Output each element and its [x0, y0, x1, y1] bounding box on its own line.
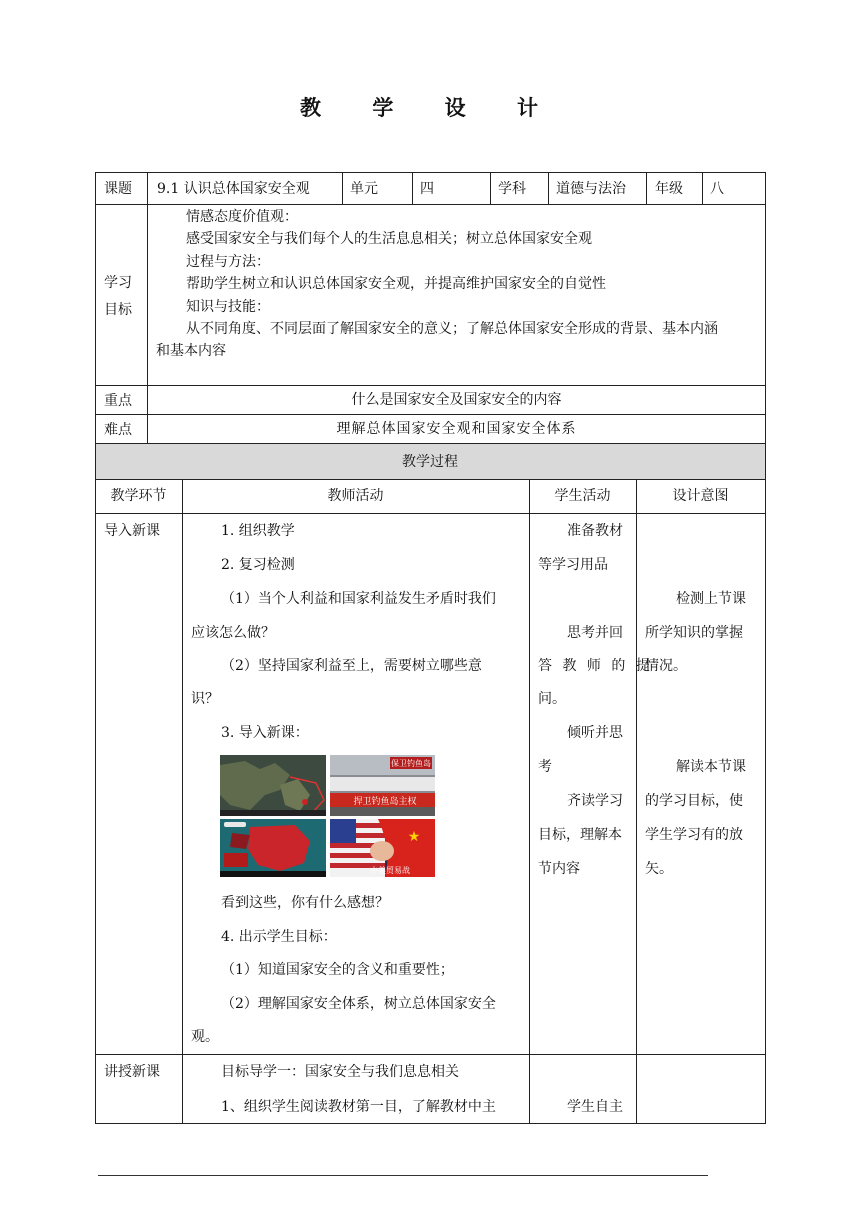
student-line: 问。	[538, 691, 566, 707]
objective-line: 过程与方法：	[186, 254, 270, 270]
image-caption: 保卫钓鱼岛	[391, 759, 431, 768]
objective-line: 和基本内容	[156, 343, 226, 359]
teacher-line: （1）知道国家安全的含义和重要性；	[221, 962, 454, 978]
teacher-line: 应该怎么做？	[191, 625, 275, 641]
student-line: 节内容	[538, 861, 580, 877]
teacher-line: 1、组织学生阅读教材第一目，了解教材中主	[221, 1099, 496, 1115]
image-caption: 捍卫钓鱼岛主权	[353, 797, 417, 807]
student-line: 齐读学习	[567, 793, 623, 809]
objective-line: 感受国家安全与我们每个人的生活息息相关；树立总体国家安全观	[186, 231, 592, 247]
protest-image	[330, 755, 435, 816]
student-line: 学生自主	[567, 1099, 623, 1115]
teacher-line: 2. 复习检测	[221, 557, 295, 573]
teacher-line: 目标导学一：国家安全与我们息息相关	[221, 1064, 459, 1080]
grade-value: 八	[710, 181, 724, 197]
student-line: 考	[538, 759, 552, 775]
flags-image	[330, 819, 435, 877]
teacher-line: （2）理解国家安全体系，树立总体国家安全	[221, 996, 496, 1012]
student-line: 答 教 师 的 提	[538, 658, 653, 674]
student-line: 目标，理解本	[538, 827, 622, 843]
intent-line: 学生学习有的放	[645, 827, 743, 843]
subject-label: 学科	[498, 181, 526, 197]
island-map-image	[220, 819, 326, 877]
teacher-line: （1）当个人利益和国家利益发生矛盾时我们	[221, 591, 496, 607]
map-image	[220, 755, 326, 816]
svg-text:★: ★	[407, 829, 421, 845]
doc-title: 教 学 设 计	[300, 96, 560, 120]
intent-line: 解读本节课	[676, 759, 746, 775]
stage-intro: 导入新课	[104, 523, 160, 539]
grade-label: 年级	[655, 181, 683, 197]
teacher-line: 3. 导入新课：	[221, 725, 309, 741]
teacher-line: 看到这些，你有什么感想？	[221, 895, 389, 911]
objective-line: 情感态度价值观：	[186, 209, 298, 225]
column-header-student: 学生活动	[554, 488, 611, 504]
footer-rule	[98, 1175, 708, 1176]
image-caption: 中美贸易战	[370, 866, 410, 875]
teacher-line: 4. 出示学生目标：	[221, 929, 337, 945]
subject-value: 道德与法治	[556, 181, 626, 197]
teacher-line: 观。	[191, 1029, 219, 1045]
intent-line: 矢。	[645, 861, 673, 877]
stage-teach: 讲授新课	[104, 1064, 160, 1080]
key-point-label: 重点	[104, 393, 132, 409]
process-header: 教学过程	[402, 454, 458, 470]
column-header-intent: 设计意图	[672, 488, 729, 504]
student-line: 准备教材	[567, 523, 623, 539]
difficulty-label: 难点	[104, 422, 132, 438]
teacher-line: 识？	[191, 691, 219, 707]
teacher-line: 1. 组织教学	[221, 523, 295, 539]
objectives-label-2: 目标	[104, 302, 132, 318]
intent-line: 情况。	[645, 658, 687, 674]
student-line: 等学习用品	[538, 557, 608, 573]
column-header-stage: 教学环节	[110, 488, 167, 504]
course-label: 课题	[104, 181, 132, 197]
objectives-label-1: 学习	[104, 275, 132, 291]
difficulty-value: 理解总体国家安全观和国家安全体系	[336, 421, 577, 437]
student-line: 倾听并思	[567, 725, 623, 741]
student-line: 思考并回	[567, 625, 623, 641]
course-value: 9.1 认识总体国家安全观	[157, 181, 310, 197]
unit-label: 单元	[350, 181, 378, 197]
objective-line: 帮助学生树立和认识总体国家安全观，并提高维护国家安全的自觉性	[186, 276, 606, 292]
column-header-teacher: 教师活动	[327, 488, 384, 504]
intent-line: 检测上节课	[676, 591, 746, 607]
intent-line: 的学习目标，使	[645, 793, 743, 809]
objective-line: 知识与技能：	[186, 299, 270, 315]
unit-value: 四	[420, 181, 434, 197]
intent-line: 所学知识的掌握	[645, 625, 743, 641]
key-point-value: 什么是国家安全及国家安全的内容	[351, 392, 562, 408]
objective-line: 从不同角度、不同层面了解国家安全的意义；了解总体国家安全形成的背景、基本内涵	[186, 321, 718, 337]
teacher-line: （2）坚持国家利益至上，需要树立哪些意	[221, 658, 482, 674]
